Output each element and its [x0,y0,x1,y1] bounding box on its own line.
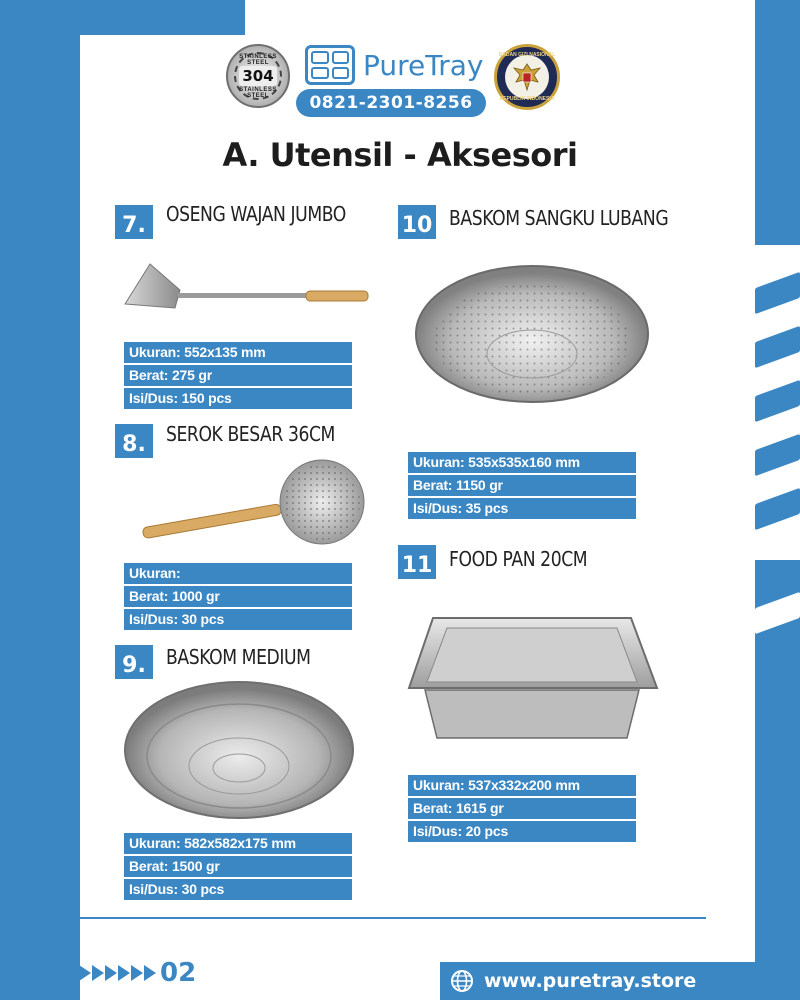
food-pan-icon [405,610,660,745]
garuda-emblem-icon [505,55,549,99]
decor-stripe [755,380,800,422]
spec-ukuran: Ukuran: 537x332x200 mm [408,775,636,796]
spec-berat: Berat: 1150 gr [408,475,636,496]
spec-isi-dus: Isi/Dus: 20 pcs [408,821,636,842]
product-specs [408,452,636,521]
product-specs [124,342,352,411]
spec-isi-dus: Isi/Dus: 30 pcs [124,609,352,630]
bgn-seal-text-top: BADAN GIZI NASIONAL [498,52,556,58]
page-title: A. Utensil - Aksesori [222,136,578,174]
header [0,0,800,120]
website-bar[interactable] [440,962,800,1000]
spatula-icon [120,262,372,312]
spec-ukuran: Ukuran: [124,563,352,584]
spec-ukuran: Ukuran: 582x582x175 mm [124,833,352,854]
brand-logo [305,43,484,87]
product-name: OSENG WAJAN JUMBO [166,202,346,226]
decor-stripe [755,434,800,476]
spec-berat: Berat: 275 gr [124,365,352,386]
product-number-badge: 9. [115,645,153,679]
background-right-inner [720,560,755,1000]
spec-ukuran: Ukuran: 535x535x160 mm [408,452,636,473]
product-name: BASKOM MEDIUM [166,645,311,669]
basin-icon [122,680,357,825]
phone-number: 0821-2301-8256 [296,89,486,117]
product-name: SEROK BESAR 36CM [166,422,335,446]
forward-arrows-icon [66,965,157,981]
product-specs [124,833,352,902]
spec-berat: Berat: 1500 gr [124,856,352,877]
product-number-badge: 8. [115,424,153,458]
footer-divider [66,917,706,919]
bgn-seal [494,44,560,110]
product-name: FOOD PAN 20CM [449,547,588,571]
stainless-steel-seal [226,44,290,108]
website-url[interactable]: www.puretray.store [484,970,697,992]
colander-icon [412,262,652,414]
product-number-badge: 10 [398,205,436,239]
spec-ukuran: Ukuran: 552x135 mm [124,342,352,363]
seal-text-bottom: STAINLESS STEEL [239,87,277,99]
spec-isi-dus: Isi/Dus: 150 pcs [124,388,352,409]
page-number: 02 [160,958,197,988]
seal-number: 304 [239,66,276,86]
bgn-seal-text-bottom: REPUBLIK INDONESIA [499,96,555,102]
brand-name: PureTray [363,48,484,82]
spec-isi-dus: Isi/Dus: 35 pcs [408,498,636,519]
spec-berat: Berat: 1615 gr [408,798,636,819]
tray-logo-icon [305,45,355,85]
decor-stripe [755,326,800,368]
globe-icon [450,969,474,993]
product-specs [124,563,352,632]
seal-text-top: STAINLESS STEEL [239,54,277,66]
product-number-badge: 11 [398,545,436,579]
skimmer-icon [140,458,370,548]
product-name: BASKOM SANGKU LUBANG [449,206,669,230]
spec-isi-dus: Isi/Dus: 30 pcs [124,879,352,900]
decor-stripe [755,272,800,314]
decor-stripe [755,488,800,530]
product-specs [408,775,636,844]
product-number-badge: 7. [115,205,153,239]
spec-berat: Berat: 1000 gr [124,586,352,607]
